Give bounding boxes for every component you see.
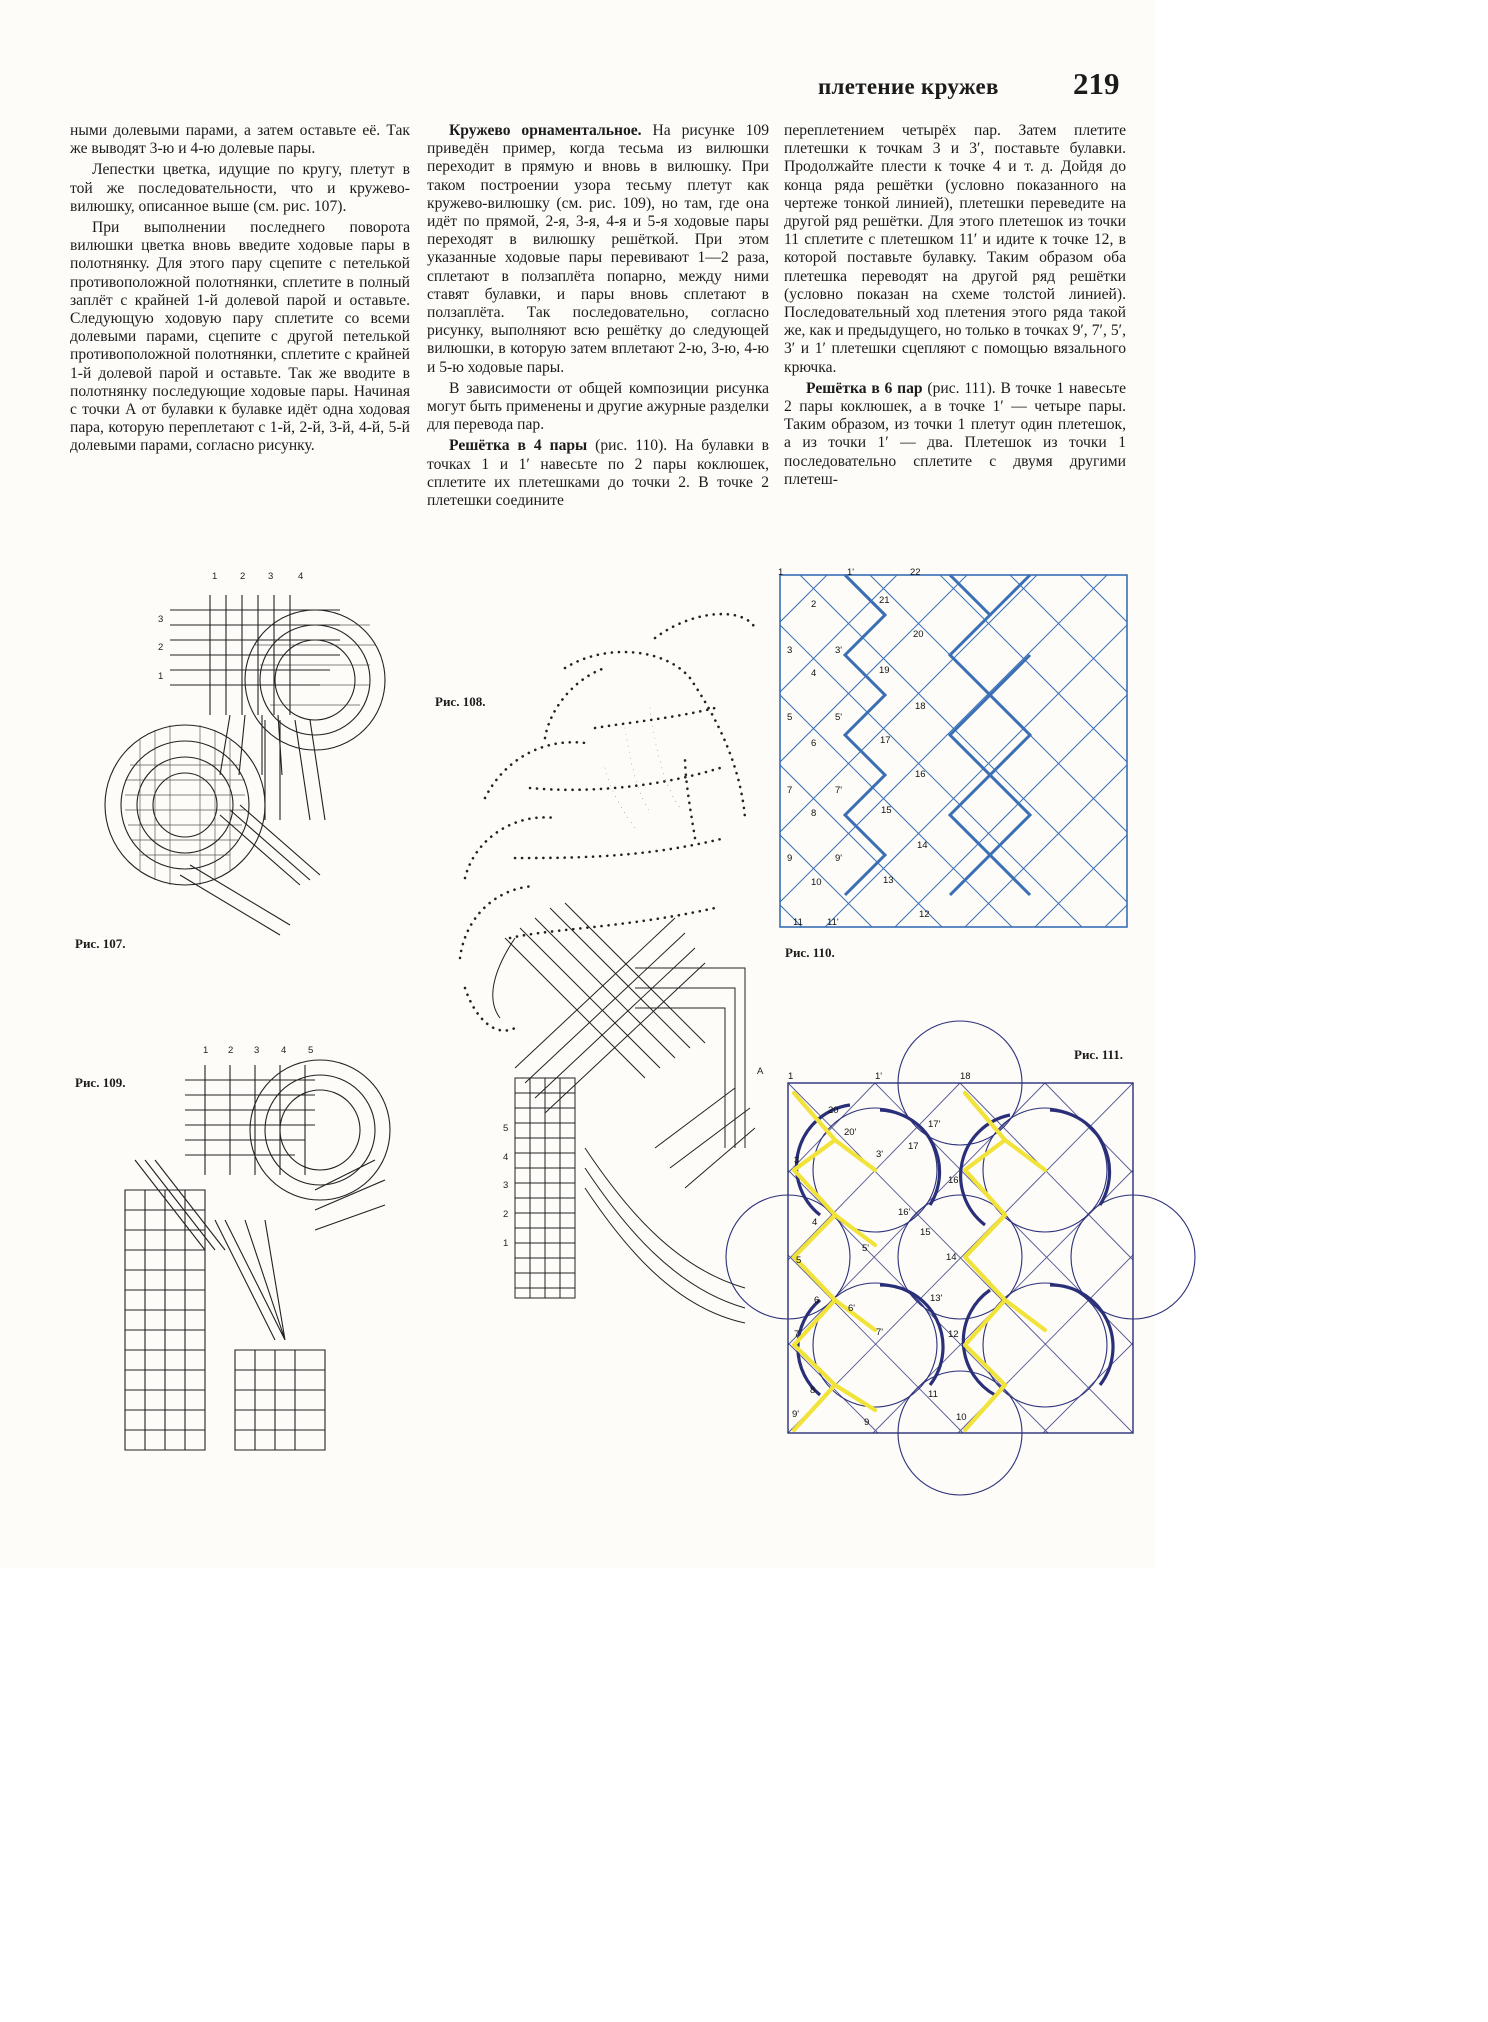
point-label: 7': [876, 1327, 884, 1338]
paragraph: [784, 380, 1126, 489]
point-label: 5: [796, 1255, 802, 1266]
point-label: 16': [898, 1207, 911, 1218]
point-label: 1': [847, 567, 855, 578]
pair-number: 3: [268, 571, 274, 582]
point-label: 16: [915, 769, 926, 780]
point-label: 18: [960, 1071, 971, 1082]
pair-number: 2: [228, 1045, 234, 1056]
point-label: 6: [814, 1295, 820, 1306]
paragraph-text: (рис. 110). На булавки в точках 1 и 1′ навесьте по 2 пары коклюшек, сплетите их плетешками до точки 2. В точке 2 плетешки соедините: [427, 437, 769, 510]
side-number: 1: [158, 671, 164, 682]
point-label: 15: [920, 1227, 931, 1238]
figure-109-caption: Рис. 109.: [75, 1075, 126, 1090]
side-number: 2: [503, 1209, 509, 1220]
point-label: 9': [792, 1409, 800, 1420]
paragraph: Лепестки цветка, идущие по кругу, плетут в той же последовательности, что и кружево-вилюшку, описанное выше (см. рис. 107).: [70, 161, 410, 215]
point-label: 20: [913, 629, 924, 640]
pair-number: 2: [240, 571, 246, 582]
point-label: 1: [788, 1071, 794, 1082]
point-label: 9: [864, 1417, 870, 1428]
paragraph: переплетением четырёх пар. Затем плетите плетешки к точкам 3 и 3′, поставьте булавки. Продолжайте плести к точке 4 и т. д. Дойдя до конца ряда решётки (условно показанного на чертеже тонкой линией), плетешки переведите на другой ряд решётки. Для этого плетешок из точки 11 сплетите с плетешком 11′ и идите к точке 12, в которой поставьте булавку. Таким образом оба плетешка переводят на другой ряд решётки (условно показан на схеме толстой линией). Последовательный ход плетения этого ряда такой же, как и предыдущего, но только в точках 9′, 7′, 5′, 3′ и 1′ плетешки сцепляют с помощью вязального крючка.: [784, 122, 1126, 376]
point-label: 17: [908, 1141, 919, 1152]
run-in-heading: Решётка в 6 пар: [806, 379, 923, 397]
side-number: 3: [503, 1180, 509, 1191]
point-label: 5': [862, 1243, 870, 1254]
point-label: 15: [881, 805, 892, 816]
paragraph: ными долевыми парами, а затем оставьте её. Так же выводят 3-ю и 4-ю долевые пары.: [70, 122, 410, 158]
run-in-heading: Кружево орнаментальное.: [449, 122, 642, 139]
point-label: 19: [879, 665, 890, 676]
paragraph: [427, 122, 769, 377]
figure-110-labels: [778, 567, 930, 928]
figure-111-grid-diagram: [780, 1065, 1140, 1440]
page-number: 219: [1073, 66, 1120, 101]
point-label: 20: [828, 1105, 839, 1116]
pair-number: 1: [212, 571, 218, 582]
point-label: 4: [811, 668, 817, 679]
point-label: 9': [835, 853, 843, 864]
paragraph-text: (рис. 111). В точке 1 навесьте 2 пары коклюшек, а в точке 1′ — четыре пары. Таким образом, из точки 1 плетут один плетешок, а из точки 1′ — два. Плетешок из точки 1 последовательно сплетите с двумя другими плетеш-: [784, 379, 1127, 488]
point-label: 11': [827, 917, 839, 928]
side-number: 3: [158, 614, 164, 625]
point-label: 10: [956, 1412, 967, 1423]
pair-number: 1: [203, 1045, 209, 1056]
text-column-1: [70, 122, 410, 459]
paragraph: При выполнении последнего поворота вилюшки цветка вновь введите ходовые пары в полотнянку. Для этого пару сцепите с петелькой противоположной полотнянки, сплетите в полный заплёт с крайней 1-й долевой парой и оставьте. Следующую ходовую пару сплетите со всеми долевыми парами, сцепите с другой петелькой противоположной полотнянки, сплетите с крайней 1-й долевой парой и оставьте. Так же вводите в полотнянку последующие ходовые пары. Начиная с точки А от булавки к булавке идёт одна ходовая пара, которую переплетают с 1-й, 2-й, 3-й, 4-й, 5-й долевыми парами, согласно рисунку.: [70, 219, 410, 455]
figure-111-labels: [788, 1071, 971, 1428]
point-label: 17: [880, 735, 891, 746]
figure-108-caption: Рис. 108.: [435, 694, 486, 709]
point-label: 18: [915, 701, 926, 712]
side-number: 4: [503, 1152, 509, 1163]
point-label: 20': [844, 1127, 857, 1138]
point-label: 8: [811, 808, 817, 819]
figure-111-caption: Рис. 111.: [1074, 1047, 1124, 1062]
point-label: 21: [879, 595, 890, 606]
pair-numbers: [203, 1045, 313, 1056]
paragraph: В зависимости от общей композиции рисунка могут быть применены и другие ажурные разделки для перевода пар.: [427, 379, 769, 434]
point-label: 13': [930, 1293, 943, 1304]
point-label: 5: [787, 712, 793, 723]
paragraph: [427, 437, 769, 510]
point-label: 6: [811, 738, 817, 749]
point-label: 1: [778, 567, 784, 578]
point-label: 22: [910, 567, 921, 578]
point-label: 14: [946, 1252, 957, 1263]
point-label: 1': [875, 1071, 883, 1082]
point-label: 3': [876, 1149, 884, 1160]
run-in-heading: Решётка в 4 пары: [449, 437, 588, 455]
point-label: 17': [928, 1119, 941, 1130]
point-label: 7': [835, 785, 843, 796]
figure-108-lace-diagram: [455, 608, 765, 1338]
point-label: 11: [793, 917, 803, 928]
pair-number: 5: [308, 1045, 314, 1056]
point-label: A: [757, 1066, 764, 1077]
point-label: 3: [794, 1155, 800, 1166]
point-label: 14: [917, 840, 928, 851]
point-label: 2: [811, 599, 817, 610]
text-column-3: [784, 122, 1126, 492]
pair-number: 3: [254, 1045, 260, 1056]
figure-107-caption: Рис. 107.: [75, 936, 126, 951]
point-label: 7: [787, 785, 793, 796]
point-label: 8: [810, 1385, 816, 1396]
running-header: плетение кружев: [818, 74, 999, 99]
point-label: 5': [835, 712, 843, 723]
point-label: 11: [928, 1389, 938, 1400]
figure-110-grid-diagram: [775, 563, 1135, 933]
side-number: 2: [158, 642, 164, 653]
side-number: 5: [503, 1123, 509, 1134]
point-label: 3': [835, 645, 843, 656]
point-label: 6': [848, 1303, 856, 1314]
figure-107-lace-diagram: [70, 565, 410, 945]
point-label: 10: [811, 877, 822, 888]
point-label: 13: [883, 875, 894, 886]
point-label: 4: [812, 1217, 818, 1228]
point-label: 12: [919, 909, 930, 920]
pair-number: 4: [298, 571, 304, 582]
point-label: 7: [794, 1329, 800, 1340]
text-column-2: [427, 122, 769, 513]
figure-109-lace-diagram: [115, 1040, 415, 1460]
point-label: 9: [787, 853, 793, 864]
point-label: 3: [787, 645, 793, 656]
point-label: 12: [948, 1329, 959, 1340]
point-label: 16: [948, 1175, 959, 1186]
pair-number: 4: [281, 1045, 287, 1056]
paragraph-text: На рисунке 109 приведён пример, когда тесьма из вилюшки переходит в прямую и вновь в вилюшку. При таком построении узора тесьму плетут как кружево-вилюшку (см. рис. 109), но там, где она идёт по прямой, 2-я, 3-я, 4-я и 5-я ходовые пары переходят в вилюшку решёткой. При этом указанные ходовые пары перевивают 1—2 раза, сплетают в ползаплёта попарно, между ними ставят булавки, и пары вновь сплетают в ползаплёта. Так последовательно, согласно рисунку, выполняют всю решётку до следующей вилюшки, в которую затем вплетают 2-ю, 3-ю, 4-ю и 5-ю ходовые пары.: [427, 122, 769, 376]
figure-110-caption: Рис. 110.: [785, 945, 835, 960]
side-number: 1: [503, 1238, 509, 1249]
